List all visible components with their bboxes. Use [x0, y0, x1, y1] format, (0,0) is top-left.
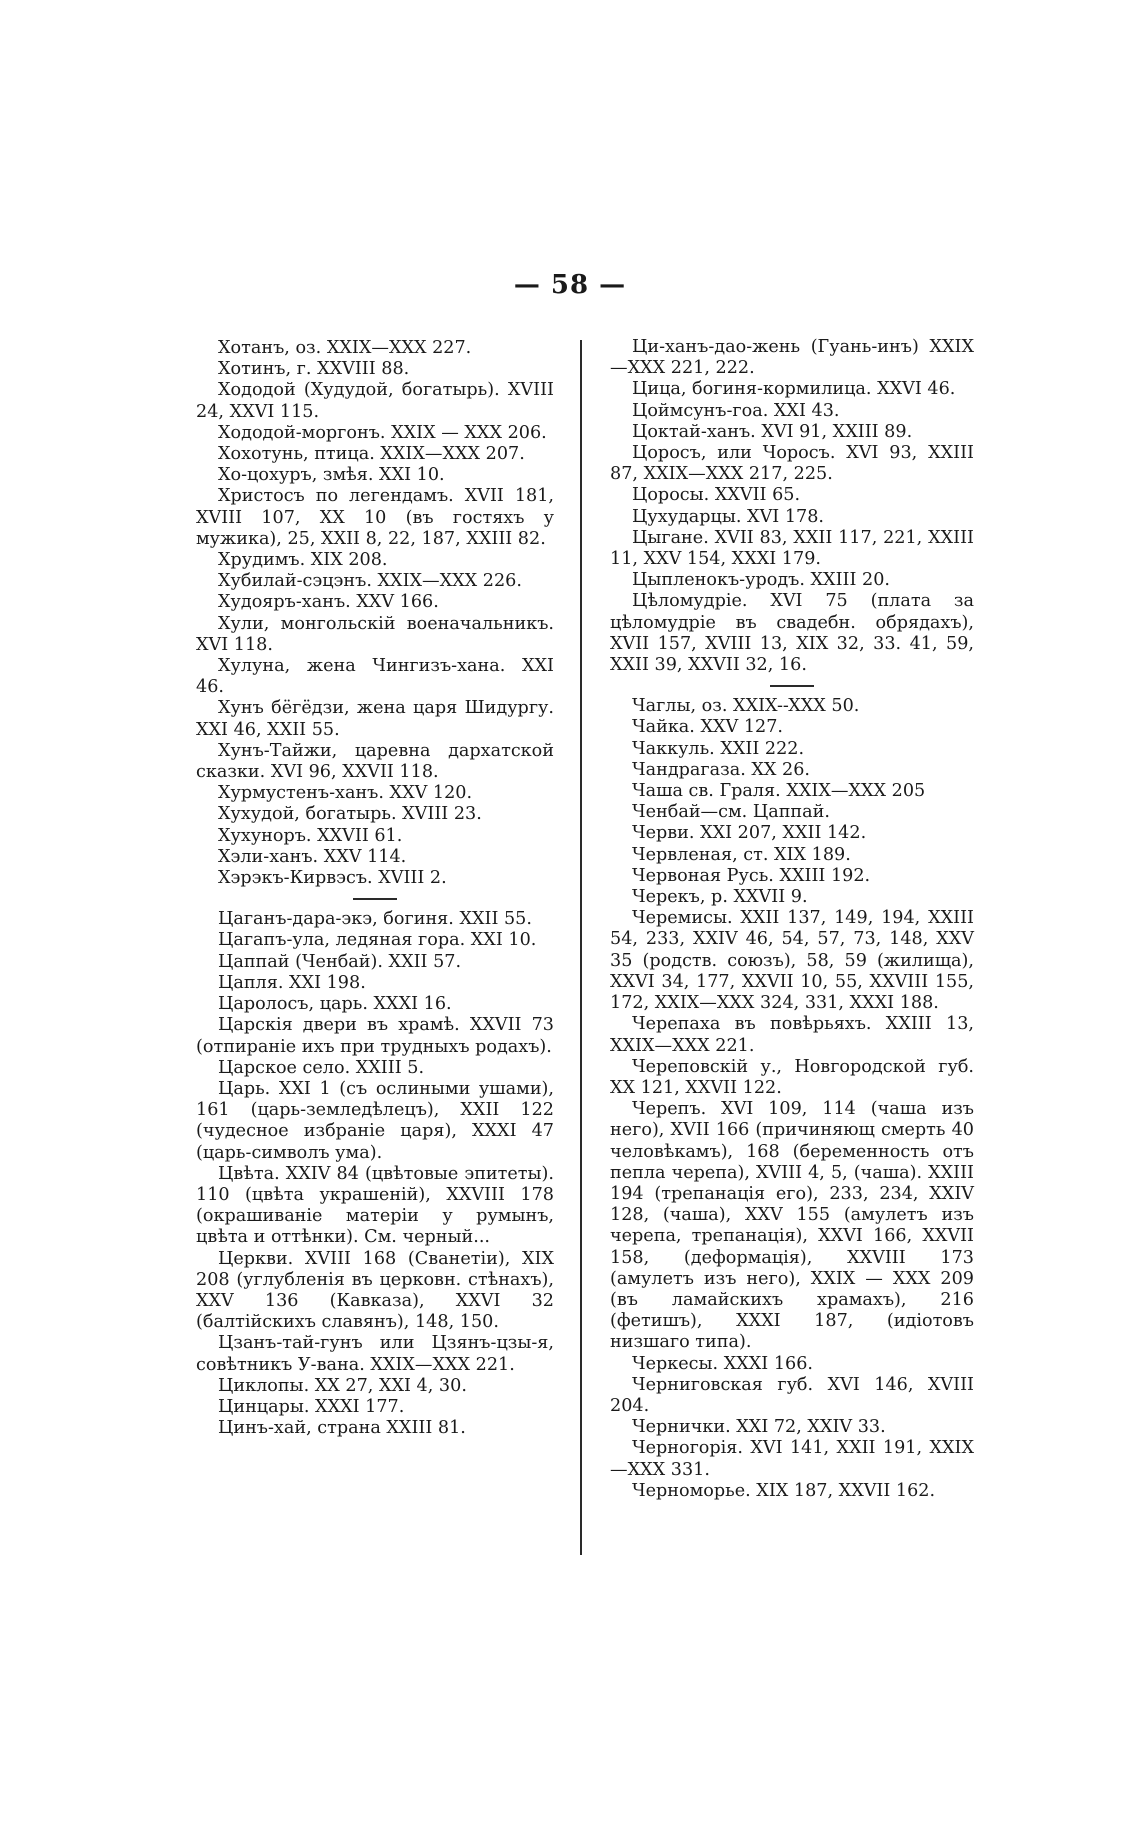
index-entry: Цаппай (Ченбай). XXII 57. — [218, 951, 462, 972]
index-entry: Черниговская губ. XVI 146, XVIII 204. — [610, 1374, 974, 1416]
index-entry: Хододой (Худудой, богатырь). XVIII 24, XXVI 115. — [196, 380, 554, 422]
index-entry: Хотинъ, г. XXVIII 88. — [218, 359, 410, 380]
index-entry: Черви. XXI 207, XXII 142. — [632, 823, 867, 844]
index-entry: Черепаха въ повѣрьяхъ. XXIII 13, XXIX—XXX 221. — [610, 1014, 974, 1056]
section-separator — [770, 685, 814, 688]
index-entry: Хухудой, богатырь. XVIII 23. — [218, 804, 482, 825]
column-divider — [580, 340, 582, 1555]
index-entry: Церкви. XVIII 168 (Сванетіи), XIX 208 (углубленія въ церковн. стѣнахъ), XXV 136 (Кавказа), XXVI 32 (балтійскихъ славянъ), 148, 150. — [196, 1248, 554, 1333]
index-entry: Червоная Русь. XXIII 192. — [632, 865, 871, 886]
index-entry: Черноморье. XIX 187, XXVII 162. — [632, 1480, 936, 1501]
index-entry: Цѣломудріе. XVI 75 (плата за цѣломудріе въ свадебн. обрядахъ), XVII 157, XVIII 13, XIX 32, 33. 41, 59, XXII 39, XXVII 32, 16. — [610, 591, 974, 676]
index-entry: Хододой-моргонъ. XXIX — XXX 206. — [218, 422, 547, 443]
index-entry: Цоймсунъ-гоа. XXI 43. — [632, 400, 840, 421]
index-entry: Царолосъ, царь. XXXI 16. — [218, 994, 452, 1015]
index-entry: Хулуна, жена Чингизъ-хана. XXI 46. — [196, 656, 554, 698]
index-entry: Цвѣта. XXIV 84 (цвѣтовые эпитеты). 110 (цвѣта украшеній), XXVIII 178 (окрашиваніе матеріи у румынъ, цвѣта и оттѣнки). См. черный... — [196, 1163, 554, 1248]
index-entry: Цзанъ-тай-гунъ или Цзянъ-цзы-я, совѣтникъ У-вана. XXIX—XXX 221. — [196, 1333, 554, 1375]
index-entry: Цоросъ, или Чоросъ. XVI 93, XXIII 87, XXIX—XXX 217, 225. — [610, 443, 974, 485]
index-entry: Хэли-ханъ. XXV 114. — [218, 846, 407, 867]
left-group-kh — [196, 338, 554, 889]
index-entry: Череповскій у., Новгородской губ. XX 121, XXVII 122. — [610, 1056, 974, 1098]
index-entry: Черепъ. XVI 109, 114 (чаша изъ него), XVII 166 (причиняющ смерть 40 человѣкамъ), 168 (беременность отъ пепла черепа), XVIII 4, 5, (чаша). XXIII 194 (трепанація его), 233, 234, XXIV 128, (чаша), XXV 155 (амулетъ изъ черепа, трепанація), XXVI 166, XXVII 158, (деформація), XXVIII 173 (амулетъ изъ него), XXIX — XXX 209 (въ ламайскихъ храмахъ), 216 (фетишъ), XXXI 187, (идіотовъ низшаго типа). — [610, 1099, 974, 1353]
index-entry: Цапля. XXI 198. — [218, 972, 366, 993]
index-entry: Царь. XXI 1 (съ ослиными ушами), 161 (царь-земледѣлецъ), XXII 122 (чудесное избраніе царя), XXXI 47 (царь-символъ ума). — [196, 1078, 554, 1163]
index-entry: Хэрэкъ-Кирвэсъ. XVIII 2. — [218, 868, 447, 889]
index-entry: Цинъ-хай, страна XXIII 81. — [218, 1418, 466, 1439]
index-entry: Ци-ханъ-дао-жень (Гуань-инъ) XXIX—XXX 221, 222. — [610, 337, 974, 379]
index-entry: Цинцары. XXXI 177. — [218, 1396, 405, 1417]
index-entry: Чаккуль. XXII 222. — [632, 738, 805, 759]
index-entry: Чандрагаза. XX 26. — [632, 759, 810, 780]
left-group-ts — [196, 909, 554, 1439]
index-entry: Хрудимъ. XIX 208. — [218, 550, 388, 571]
index-entry: Царское село. XXIII 5. — [218, 1057, 425, 1078]
index-entry: Цыпленокъ-уродъ. XXIII 20. — [632, 570, 891, 591]
index-entry: Цица, богиня-кормилица. XXVI 46. — [632, 379, 956, 400]
right-group-ch — [610, 696, 974, 1502]
index-entry: Чаглы, оз. XXIX--XXX 50. — [632, 696, 860, 717]
index-entry: Хурмустенъ-ханъ. XXV 120. — [218, 783, 473, 804]
index-entry: Чайка. XXV 127. — [632, 717, 784, 738]
section-separator — [353, 898, 397, 901]
index-entry: Христосъ по легендамъ. XVII 181, XVIII 107, XX 10 (въ гостяхъ у мужика), 25, XXII 8, 22, 187, XXIII 82. — [196, 486, 554, 549]
index-entry: Хотанъ, оз. XXIX—XXX 227. — [218, 338, 472, 358]
right-column — [610, 337, 974, 1502]
index-entry: Цыгане. XVII 83, XXII 117, 221, XXIII 11, XXV 154, XXXI 179. — [610, 527, 974, 570]
index-entry: Хунъ-Тайжи, царевна дархатской сказки. XVI 96, XXVII 118. — [196, 740, 554, 783]
index-entry: Хули, монгольскій военачальникъ. XVI 118. — [196, 613, 554, 655]
index-entry: Цоктай-ханъ. XVI 91, XXIII 89. — [632, 421, 913, 442]
index-entry: Чаша св. Граля. XXIX—XXX 205 — [632, 781, 926, 802]
index-entry: Хухуноръ. XXVII 61. — [218, 825, 403, 846]
index-entry: Хубилай-сэцэнъ. XXIX—XXX 226. — [218, 571, 522, 592]
index-entry: Худояръ-ханъ. XXV 166. — [218, 592, 439, 613]
index-entry: Цоросы. XXVII 65. — [632, 485, 801, 506]
page-number: — 58 — — [513, 270, 627, 300]
index-entry: Циклопы. XX 27, XXI 4, 30. — [218, 1375, 467, 1396]
left-column — [196, 338, 554, 1439]
index-entry: Хунъ бёгёдзи, жена царя Шидургу. XXI 46, XXII 55. — [196, 698, 554, 740]
index-entry: Ченбай—см. Цаппай. — [632, 802, 830, 823]
index-entry: Цагапъ-ула, ледяная гора. XXI 10. — [218, 930, 537, 951]
index-entry: Черекъ, р. XXVII 9. — [632, 887, 808, 908]
index-entry: Царскія двери въ храмѣ. XXVII 73 (отпираніе ихъ при трудныхъ родахъ). — [196, 1015, 554, 1057]
index-entry: Черногорія. XVI 141, XXII 191, XXIX—XXX 331. — [610, 1438, 974, 1480]
index-entry: Черкесы. XXXI 166. — [632, 1353, 814, 1374]
index-entry: Хо-цохуръ, змѣя. XXI 10. — [218, 465, 445, 486]
index-entry: Цаганъ-дара-экэ, богиня. XXII 55. — [218, 909, 532, 930]
index-entry: Хохотунь, птица. XXIX—XXX 207. — [218, 444, 525, 465]
index-entry: Чернички. XXI 72, XXIV 33. — [632, 1417, 886, 1438]
index-entry: Цухударцы. XVI 178. — [632, 506, 825, 527]
right-group-ts — [610, 337, 974, 676]
index-entry: Червленая, ст. XIX 189. — [632, 844, 851, 865]
index-entry: Черемисы. XXII 137, 149, 194, XXIII 54, 233, XXIV 46, 54, 57, 73, 148, XXV 35 (родств. союзъ), 58, 59 (жилища), XXVI 34, 177, XXVII 10, 55, XXVIII 155, 172, XXIX—XXX 324, 331, XXXI 188. — [610, 908, 974, 1014]
